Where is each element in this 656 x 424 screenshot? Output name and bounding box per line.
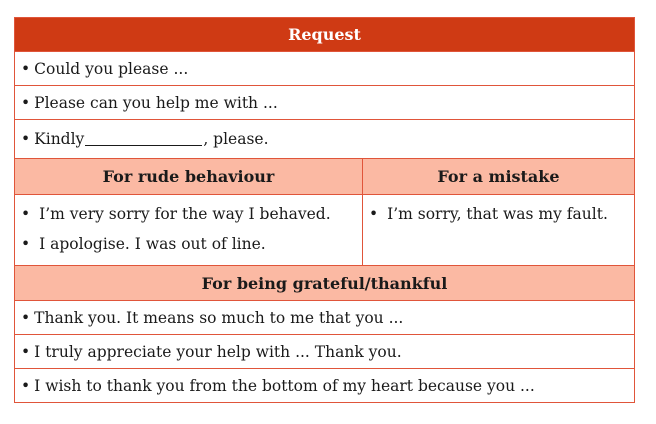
list-item: [369, 203, 628, 233]
grateful-heading: For being grateful/thankful: [15, 265, 634, 300]
request-item-text: Please can you help me with ...: [34, 93, 278, 112]
rude-item-text: I’m very sorry for the way I behaved.: [39, 205, 331, 223]
bullet: •: [21, 59, 31, 78]
bullet: •: [21, 308, 31, 327]
request-item-text: Kindly: [34, 130, 85, 148]
grateful-item: [15, 368, 634, 402]
grateful-item-text: I truly appreciate your help with ... Thank you.: [34, 342, 402, 361]
grateful-item-text: Thank you. It means so much to me that you ...: [34, 308, 404, 327]
request-heading: Request: [15, 18, 634, 51]
mistake-cell: [363, 195, 634, 265]
fill-in-blank: [85, 133, 202, 146]
request-item: [15, 85, 634, 119]
request-item-text: Could you please ...: [34, 59, 189, 78]
bullet: •: [21, 342, 31, 361]
grateful-item-text: I wish to thank you from the bottom of my heart because you ...: [34, 376, 535, 395]
split-body: [15, 194, 634, 265]
grateful-item: [15, 334, 634, 368]
rude-item-text: I apologise. I was out of line.: [39, 235, 266, 253]
bullet: •: [21, 130, 31, 148]
bullet: •: [21, 376, 31, 395]
bullet: •: [21, 205, 31, 223]
rude-behaviour-cell: [15, 195, 363, 265]
mistake-item-text: I’m sorry, that was my fault.: [387, 205, 608, 223]
list-item: [21, 203, 356, 233]
request-item: [15, 51, 634, 85]
bullet: •: [21, 235, 31, 253]
list-item: [21, 233, 356, 263]
bullet: •: [369, 205, 379, 223]
rude-behaviour-heading: For rude behaviour: [15, 159, 363, 194]
request-item: [15, 119, 634, 158]
mistake-heading: For a mistake: [363, 159, 634, 194]
request-item-text-suffix: , please.: [203, 130, 269, 148]
bullet: •: [21, 93, 31, 112]
grateful-item: [15, 300, 634, 334]
phrase-table: [14, 17, 635, 403]
split-headers: [15, 158, 634, 194]
